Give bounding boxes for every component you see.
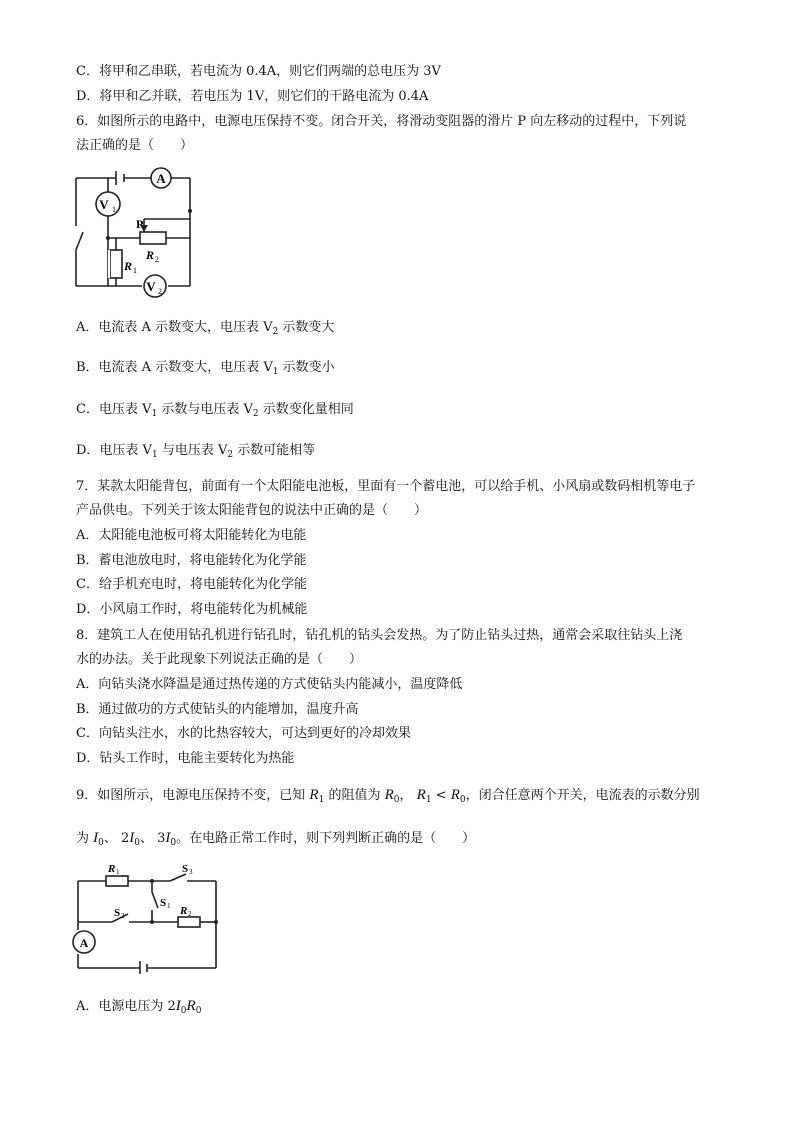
q5-option-c: C．将甲和乙串联，若电流为 0.4A，则它们两端的总电压为 3V	[76, 64, 441, 79]
q8-option-a: A．向钻头浇水降温是通过热传递的方式使钻头内能减小，温度降低	[76, 677, 463, 692]
q9-option-a: A．电源电压为 $2I_0R_0$	[76, 998, 202, 1016]
q9-r2-label: R	[180, 905, 188, 917]
q8-option-b: B．通过做功的方式使钻头的内能增加，温度升高	[76, 702, 359, 717]
q6-option-a: A．电流表 A 示数变大，电压表 $V_2$ 示数变大	[76, 320, 335, 337]
q6-ammeter-label: A	[156, 171, 166, 186]
q9-s3-label: S	[182, 863, 189, 875]
q6-stem-line2: 法正确的是（ ）	[76, 138, 194, 153]
q8-option-d: D．钻头工作时，电能主要转化为热能	[76, 751, 295, 766]
q8-stem-line2: 水的办法。关于此现象下列说法正确的是（ ）	[76, 652, 363, 667]
q7-option-d: D．小风扇工作时，将电能转化为机械能	[76, 602, 308, 617]
q9-s1-sub: 1	[167, 902, 171, 910]
q6-option-b: B．电流表 A 示数变大，电压表 $V_1$ 示数变小	[76, 360, 335, 377]
q8-option-c: C．向钻头注水，水的比热容较大，可达到更好的冷却效果	[76, 726, 411, 741]
q8-stem-line1: 8．建筑工人在使用钻孔机进行钻孔时，钻孔机的钻头会发热。为了防止钻头过热，通常会采取往钻头上浇	[76, 628, 683, 643]
q9-s3-sub: 3	[189, 868, 193, 876]
q7-option-a: A．太阳能电池板可将太阳能转化为电能	[76, 528, 307, 543]
q9-s2-label: S	[114, 907, 121, 919]
q7-stem-line1: 7．某款太阳能背包，前面有一个太阳能电池板，里面有一个蓄电池，可以给手机、小风扇或数码相机等电子	[76, 479, 696, 494]
q6-r2-sub: 2	[155, 255, 159, 264]
q5-option-d: D．将甲和乙并联，若电压为 1V，则它们的干路电流为 0.4A	[76, 89, 429, 104]
q7-stem-line2: 产品供电。下列关于该太阳能背包的说法中正确的是（ ）	[76, 503, 428, 518]
q6-stem-line1: 6．如图所示的电路中，电源电压保持不变。闭合开关，将滑动变阻器的滑片 P 向左移动的过程中，下列说	[76, 114, 687, 129]
q6-v2-label: V	[146, 279, 156, 294]
q9-s1-label: S	[160, 897, 167, 909]
q7-option-c: C．给手机充电时，将电能转化为化学能	[76, 577, 307, 592]
q6-option-d: D．电压表 $V_1$ 与电压表 $V_2$ 示数可能相等	[76, 443, 316, 460]
q6-slider-label: P	[136, 217, 144, 231]
q9-s2-sub: 2	[121, 912, 125, 920]
q6-r1-label: R	[124, 259, 133, 273]
q7-option-b: B．蓄电池放电时，将电能转化为化学能	[76, 553, 307, 568]
q6-r2-label: R	[146, 248, 155, 262]
q6-v1-sub: 1	[112, 205, 116, 214]
q9-circuit-figure	[72, 856, 222, 974]
q9-r1-label: R	[108, 863, 116, 875]
q6-v1-label: V	[99, 197, 109, 212]
q9-ammeter-label: A	[79, 936, 89, 950]
q6-r1-sub: 1	[133, 266, 137, 275]
q9-r1-sub: 1	[116, 868, 120, 876]
q9-circuit-diagram	[72, 856, 222, 974]
q9-stem-line1: 9．如图所示，电源电压保持不变，已知 $R_1$ 的阻值为 $R_0$， $R_1 < R_0$，闭合任意两个开关，电流表的示数分别	[76, 787, 700, 805]
q9-stem-line2: 为 $I_0$、 $2I_0$、 $3I_0$。在电路正常工作时，则下列判断正确的是（ ）	[76, 830, 476, 848]
q9-r2-sub: 2	[188, 910, 192, 918]
q6-circuit-figure	[72, 162, 200, 300]
q6-circuit-diagram	[72, 162, 200, 300]
q6-option-c: C．电压表 $V_1$ 示数与电压表 $V_2$ 示数变化量相同	[76, 402, 354, 419]
q6-v2-sub: 2	[158, 287, 162, 296]
